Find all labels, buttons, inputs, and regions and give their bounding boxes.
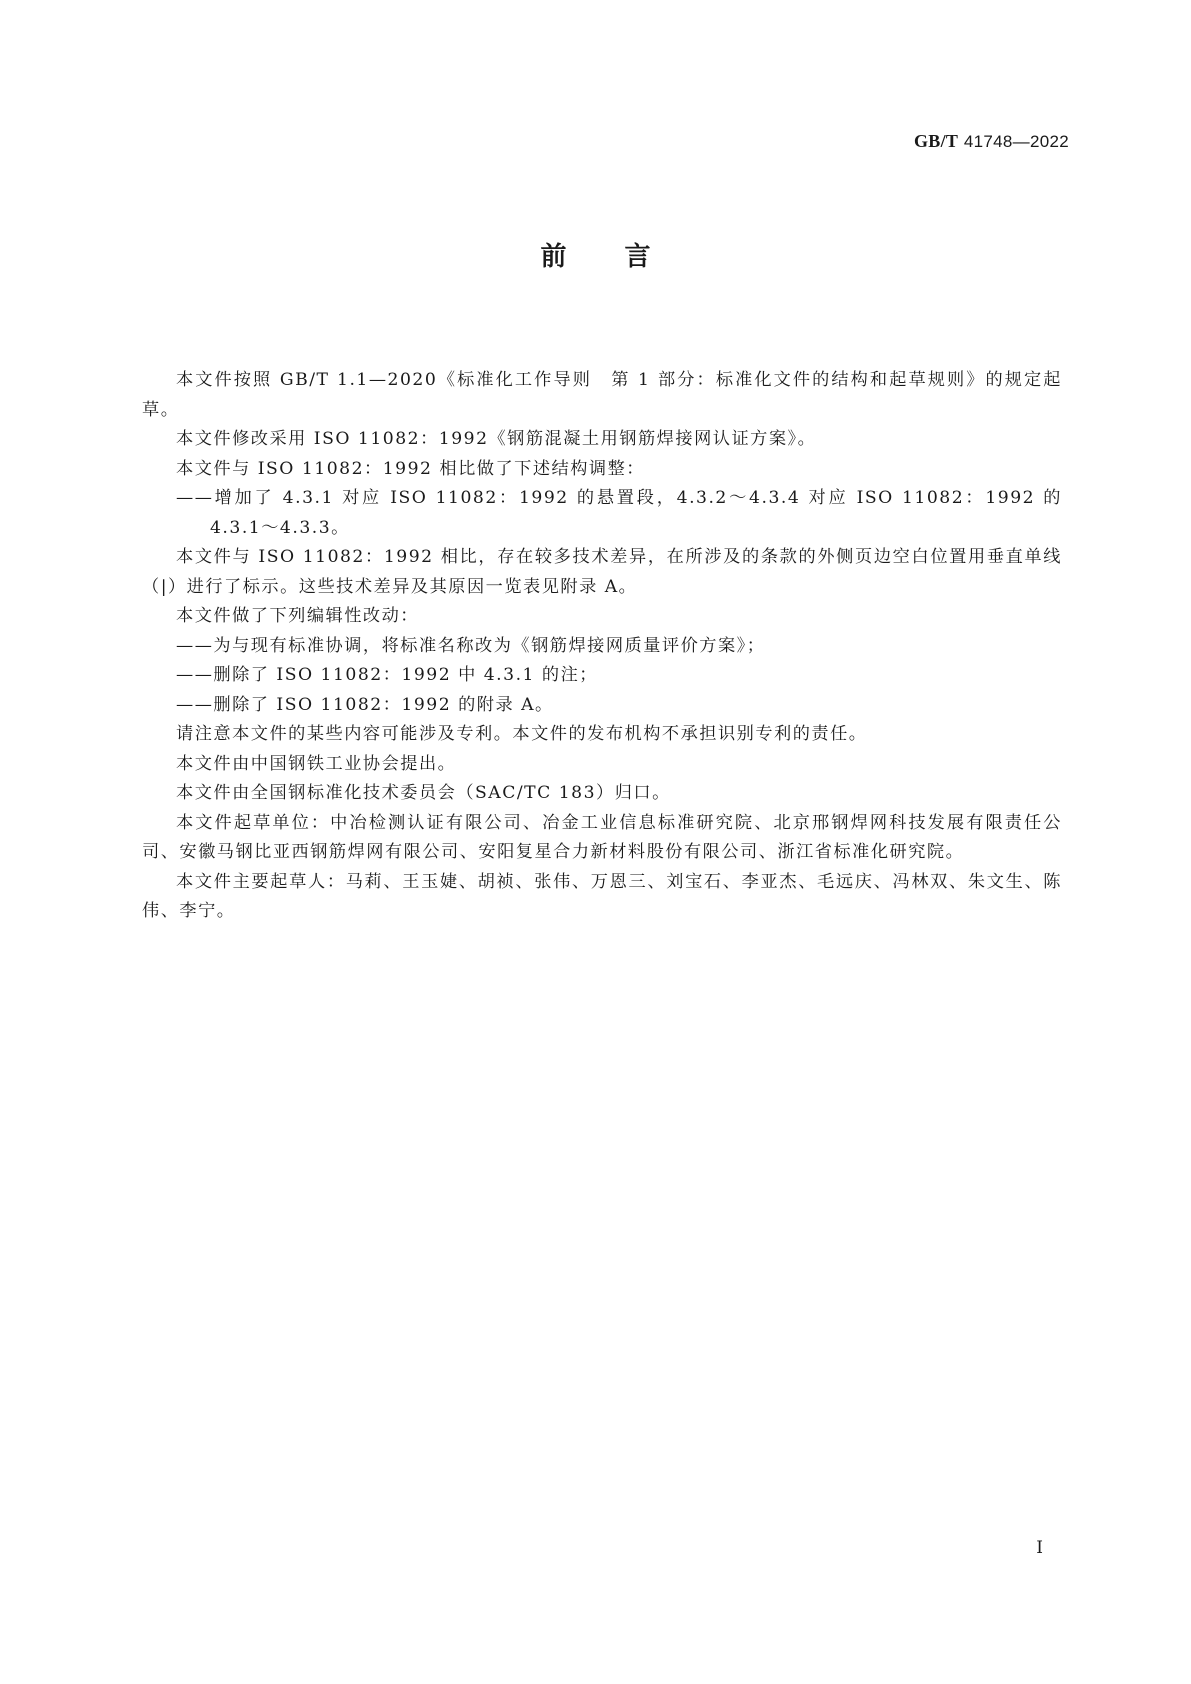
page-number: I bbox=[1036, 1538, 1043, 1558]
page-title: 前言 bbox=[540, 242, 709, 272]
paragraph-structural-changes: 本文件与 ISO 11082：1992 相比做了下述结构调整： bbox=[176, 458, 645, 479]
list-item-editorial-change: ——删除了 ISO 11082：1992 中 4.3.1 的注； bbox=[176, 665, 598, 685]
paragraph-adoption: 本文件修改采用 ISO 11082：1992《钢筋混凝土用钢筋焊接网认证方案》。 bbox=[176, 429, 817, 449]
paragraph-patent-notice: 请注意本文件的某些内容可能涉及专利。本文件的发布机构不承担识别专利的责任。 bbox=[176, 724, 868, 744]
paragraph-drafting-organizations: 本文件起草单位：中冶检测认证有限公司、冶金工业信息标准研究院、北京邢钢焊网科技发展有限责任公司、安徽马钢比亚西钢筋焊网有限公司、安阳复星合力新材料股份有限公司、浙江省标准化研究院。 bbox=[142, 812, 1062, 862]
list-item-editorial-change: ——为与现有标准协调，将标准名称改为《钢筋焊接网质量评价方案》； bbox=[176, 635, 766, 656]
foreword-body bbox=[142, 366, 1062, 927]
standard-code: 41748—2022 bbox=[963, 132, 1069, 151]
list-item-structural-change: ——增加了 4.3.1 对应 ISO 11082：1992 的悬置段，4.3.2～4.3.4 对应 ISO 11082：1992 的 4.3.1～4.3.3。 bbox=[176, 488, 1062, 538]
paragraph-administered-by: 本文件由全国钢标准化技术委员会（SAC/TC 183）归口。 bbox=[176, 783, 671, 803]
paragraph-editorial-changes: 本文件做了下列编辑性改动： bbox=[176, 606, 419, 626]
paragraph-technical-differences: 本文件与 ISO 11082：1992 相比，存在较多技术差异，在所涉及的条款的外侧页边空白位置用垂直单线（|）进行了标示。这些技术差异及其原因一览表见附录 A。 bbox=[142, 547, 1062, 597]
paragraph-proposed-by: 本文件由中国钢铁工业协会提出。 bbox=[176, 753, 457, 774]
standard-number bbox=[914, 131, 1069, 152]
list-item-editorial-change: ——删除了 ISO 11082：1992 的附录 A。 bbox=[176, 694, 554, 715]
paragraph-drafters: 本文件主要起草人：马莉、王玉婕、胡祯、张伟、万恩三、刘宝石、李亚杰、毛远庆、冯林双、朱文生、陈伟、李宁。 bbox=[142, 871, 1062, 921]
standard-prefix: GB/T bbox=[913, 131, 959, 151]
paragraph-drafting-rules: 本文件按照 GB/T 1.1—2020《标准化工作导则 第 1 部分：标准化文件的结构和起草规则》的规定起草。 bbox=[142, 370, 1062, 420]
